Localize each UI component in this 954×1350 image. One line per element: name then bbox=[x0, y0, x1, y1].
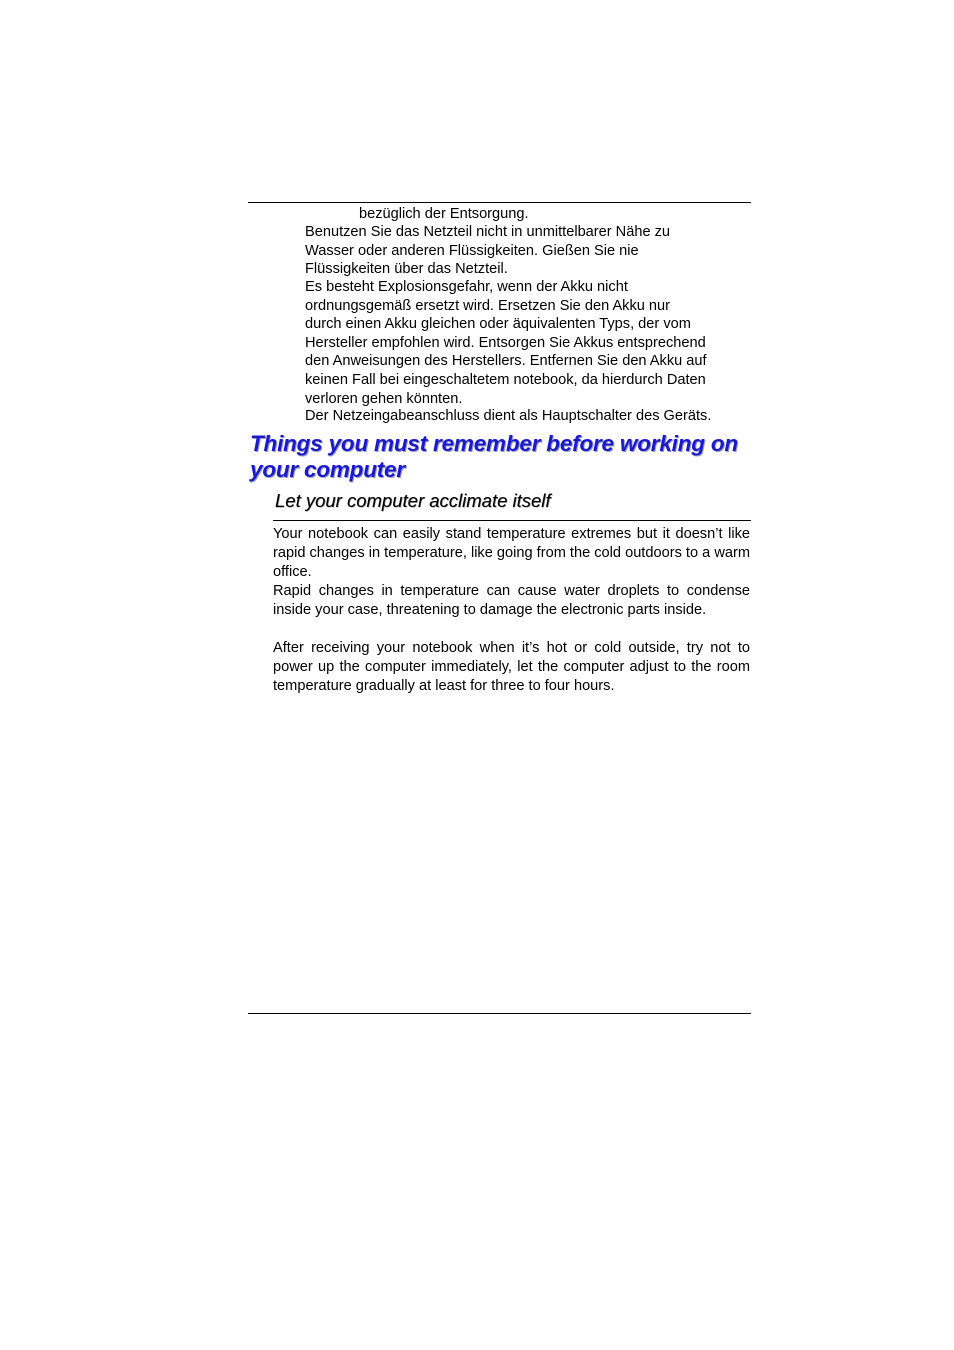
paragraph-condensation: Rapid changes in temperature can cause water droplets to condense inside your case, threatening to damage the electronic parts inside. bbox=[273, 583, 750, 618]
text-line: durch einen Akku gleichen oder äquivalenten Typs, der vom bbox=[305, 316, 691, 333]
top-rule bbox=[248, 202, 751, 203]
text-line: Es besteht Explosionsgefahr, wenn der Akku nicht bbox=[305, 279, 628, 295]
text-line: ordnungsgemäß ersetzt wird. Ersetzen Sie den Akku nur bbox=[305, 297, 671, 314]
german-note-battery bbox=[305, 278, 707, 408]
text-line: verloren gehen könnten. bbox=[305, 390, 463, 407]
text-line: den Anweisungen des Herstellers. Entfernen Sie den Akku auf bbox=[305, 353, 707, 370]
german-continuation-line: bezüglich der Entsorgung. bbox=[359, 206, 529, 222]
subsection-heading: Let your computer acclimate itself bbox=[275, 490, 551, 511]
paragraph-acclimation: After receiving your notebook when it’s hot or cold outside, try not to power up the computer immediately, let the computer adjust to the room temperature gradually at least for three to four hours. bbox=[273, 640, 750, 694]
text-line: Wasser oder anderen Flüssigkeiten. Gießen Sie nie bbox=[305, 242, 639, 259]
bottom-rule bbox=[248, 1013, 751, 1014]
german-note-power-adapter bbox=[305, 223, 670, 279]
german-note-power-input: Der Netzeingabeanschluss dient als Hauptschalter des Geräts. bbox=[305, 408, 712, 424]
text-line: Hersteller empfohlen wird. Entsorgen Sie Akkus entsprechend bbox=[305, 334, 706, 351]
text-line: keinen Fall bei eingeschaltetem notebook, da hierdurch Daten bbox=[305, 371, 706, 388]
subsection-rule bbox=[273, 520, 751, 521]
text-line: Flüssigkeiten über das Netzteil. bbox=[305, 261, 508, 278]
text-line: Benutzen Sie das Netzteil nicht in unmittelbarer Nähe zu bbox=[305, 224, 671, 240]
paragraph-temperature-extremes: Your notebook can easily stand temperature extremes but it doesn’t like rapid changes in temperature, like going from the cold outdoors to a warm office. bbox=[273, 526, 750, 580]
section-heading: Things you must remember before working on your computer bbox=[250, 431, 738, 482]
